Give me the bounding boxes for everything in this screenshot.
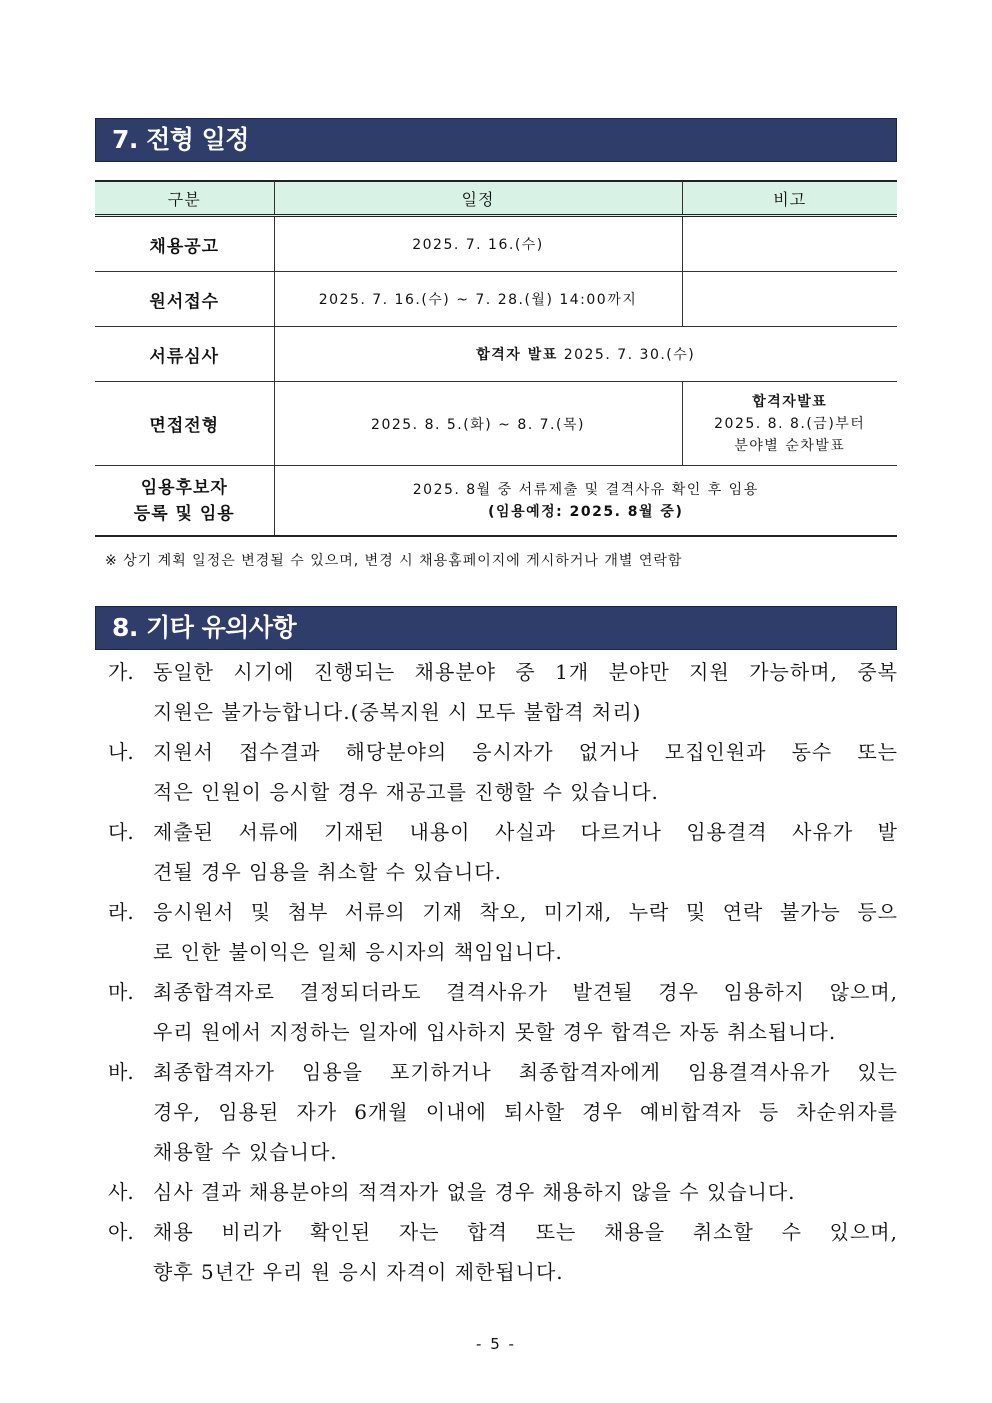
note-line: 합격자발표 [752,393,828,410]
list-item [108,1212,898,1292]
item-mark: 바. [108,1060,134,1084]
item-text [153,972,898,1052]
section-8-header [95,606,897,650]
item-line: 경우, 임용된 자가 6개월 이내에 퇴사할 경우 예비합격자 등 차순위자를 [153,1100,898,1124]
stage-cell [95,466,274,537]
item-mark: 나. [108,740,134,764]
item-mark: 가. [108,660,134,684]
stage-cell: 서류심사 [95,327,274,382]
item-line: 로 인한 불이익은 일체 응시자의 책임입니다. [153,940,563,964]
item-line: 견될 경우 임용을 취소할 수 있습니다. [153,860,502,884]
item-mark: 다. [108,820,134,844]
schedule-line: (임용예정: 2025. 8월 중) [488,503,684,520]
schedule-cell: 2025. 7. 16.(수) ~ 7. 28.(월) 14:00까지 [274,272,682,327]
table-row [95,216,897,272]
schedule-cell: 2025. 7. 16.(수) [274,216,682,272]
item-mark: 사. [108,1180,134,1204]
item-line: 지원서 접수결과 해당분야의 응시자가 없거나 모집인원과 동수 또는 [153,740,898,764]
item-line: 채용할 수 있습니다. [153,1140,338,1164]
item-line: 향후 5년간 우리 원 응시 자격이 제한됩니다. [153,1260,564,1284]
item-text [153,812,898,892]
note-cell [682,272,897,327]
note-cell [682,382,897,466]
item-line: 최종합격자가 임용을 포기하거나 최종합격자에게 임용결격사유가 있는 [153,1060,898,1084]
list-item [108,972,898,1052]
schedule-table [95,180,897,537]
stage-cell: 원서접수 [95,272,274,327]
schedule-footnote: ※ 상기 계획 일정은 변경될 수 있으며, 변경 시 채용홈페이지에 게시하거나 개별 연락함 [105,553,683,569]
stage-cell: 면접전형 [95,382,274,466]
list-item [108,652,898,732]
list-item [108,1052,898,1172]
table-row [95,327,897,382]
item-text [153,892,898,972]
page-number: - 5 - [476,1335,516,1353]
list-item [108,812,898,892]
note-line: 2025. 8. 8.(금)부터 [714,415,866,432]
schedule-cell: 2025. 8. 5.(화) ~ 8. 7.(목) [274,382,682,466]
note-cell [682,216,897,272]
list-item [108,1172,898,1212]
list-item [108,892,898,972]
header-category: 구분 [95,181,274,216]
note-line: 분야별 순차발표 [734,437,846,454]
stage-line: 임용후보자 [140,477,228,498]
header-note: 비고 [682,181,897,216]
table-row [95,272,897,327]
item-line: 최종합격자로 결정되더라도 결격사유가 발견될 경우 임용하지 않으며, [153,980,899,1004]
item-mark: 아. [108,1220,134,1244]
notes-list [108,652,898,1292]
header-schedule: 일정 [274,181,682,216]
item-text [153,1212,898,1292]
announcement-date: 2025. 7. 30.(수) [557,347,696,363]
item-line: 우리 원에서 지정하는 일자에 입사하지 못할 경우 합격은 자동 취소됩니다. [153,1020,837,1044]
stage-line: 등록 및 임용 [133,503,235,524]
item-line: 심사 결과 채용분야의 적격자가 없을 경우 채용하지 않을 수 있습니다. [153,1180,796,1204]
table-header-row [95,181,897,216]
section-7-header [95,118,897,162]
table-row [95,466,897,537]
schedule-cell [274,466,897,537]
list-item [108,732,898,812]
item-text [153,652,898,732]
item-line: 응시원서 및 첨부 서류의 기재 착오, 미기재, 누락 및 연락 불가능 등으 [153,900,898,924]
table-row [95,382,897,466]
stage-cell: 채용공고 [95,216,274,272]
item-line: 동일한 시기에 진행되는 채용분야 중 1개 분야만 지원 가능하며, 중복 [153,660,898,684]
item-text [153,732,898,812]
item-line: 제출된 서류에 기재된 내용이 사실과 다르거나 임용결격 사유가 발 [153,820,898,844]
item-line: 적은 인원이 응시할 경우 재공고를 진행할 수 있습니다. [153,780,659,804]
section-7-title: 7. 전형 일정 [112,125,249,154]
item-mark: 라. [108,900,134,924]
schedule-cell [274,327,897,382]
item-mark: 마. [108,980,134,1004]
item-text [153,1172,898,1212]
schedule-line: 2025. 8월 중 서류제출 및 결격사유 확인 후 임용 [412,481,759,498]
announcement-label: 합격자 발표 [476,347,558,363]
item-text [153,1052,898,1172]
item-line: 채용 비리가 확인된 자는 합격 또는 채용을 취소할 수 있으며, [153,1220,898,1244]
item-line: 지원은 불가능합니다.(중복지원 시 모두 불합격 처리) [153,700,642,724]
section-8-title: 8. 기타 유의사항 [112,613,297,642]
